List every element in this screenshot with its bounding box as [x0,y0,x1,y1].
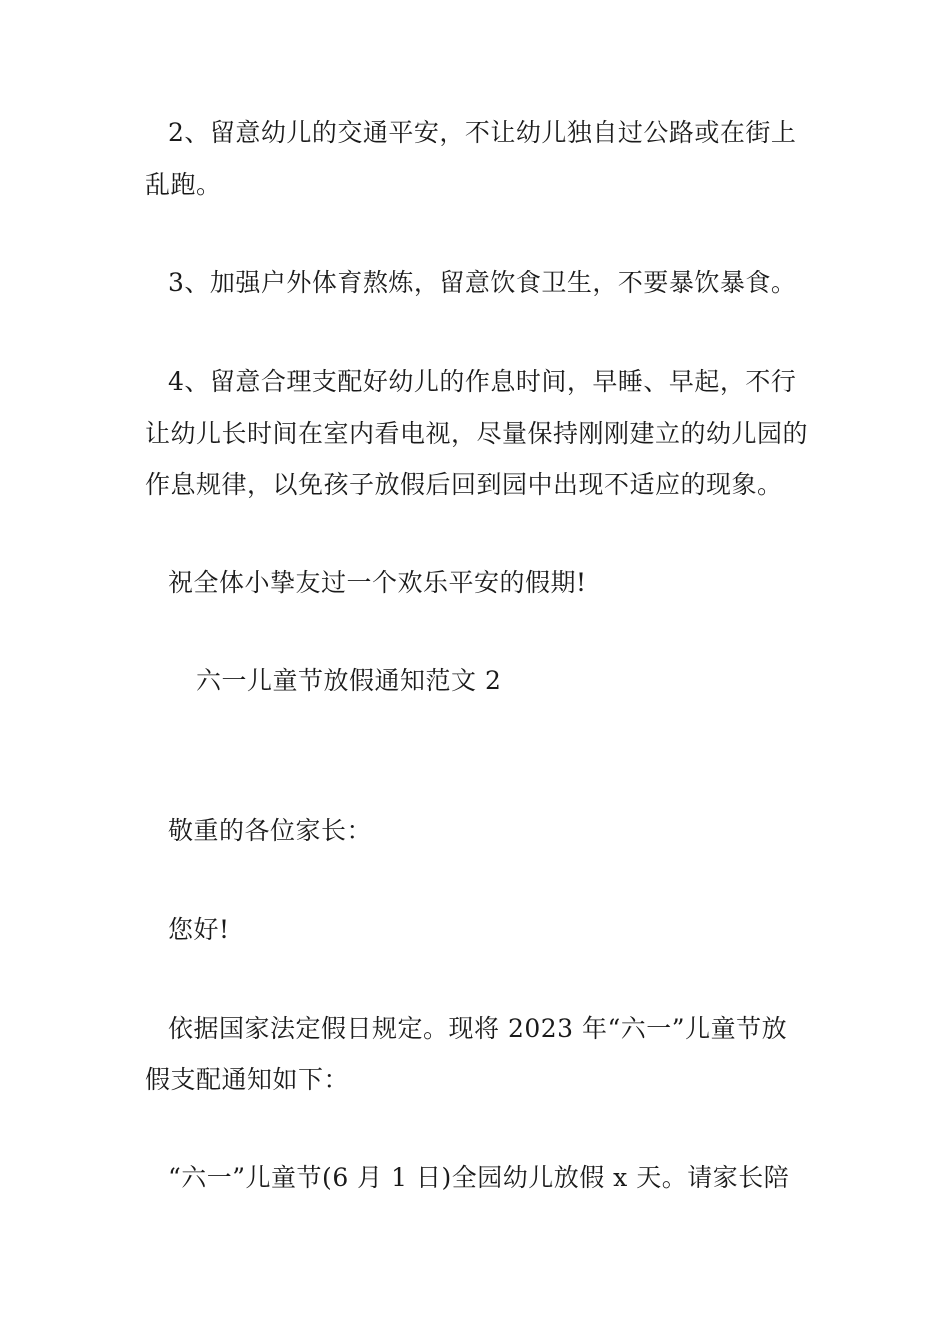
intro-line-1: 依据国家法定假日规定。现将 2023 年“六一”儿童节放 [168,1014,788,1043]
item-4-line-3: 作息规律，以免孩子放假后回到园中出现不适应的现象。 [145,470,783,499]
item-4-line-1: 4、留意合理支配好幼儿的作息时间，早睡、早起，不行 [168,367,797,396]
notice-line-1: “六一”儿童节(6 月 1 日)全园幼儿放假 x 天。请家长陪 [168,1163,790,1192]
salutation: 敬重的各位家长： [168,816,373,845]
intro-line-2: 假支配通知如下： [145,1065,350,1094]
greeting: 您好! [168,915,230,944]
item-4-line-2: 让幼儿长时间在室内看电视，尽量保持刚刚建立的幼儿园的 [145,419,809,448]
closing-wish: 祝全体小挚友过一个欢乐平安的假期! [168,568,587,597]
item-2-line-1: 2、留意幼儿的交通平安，不让幼儿独自过公路或在街上 [168,118,797,147]
item-3-line-1: 3、加强户外体育熬炼，留意饮食卫生，不要暴饮暴食。 [168,268,797,297]
section-title: 六一儿童节放假通知范文 2 [196,666,502,695]
item-2-line-2: 乱跑。 [145,170,222,199]
